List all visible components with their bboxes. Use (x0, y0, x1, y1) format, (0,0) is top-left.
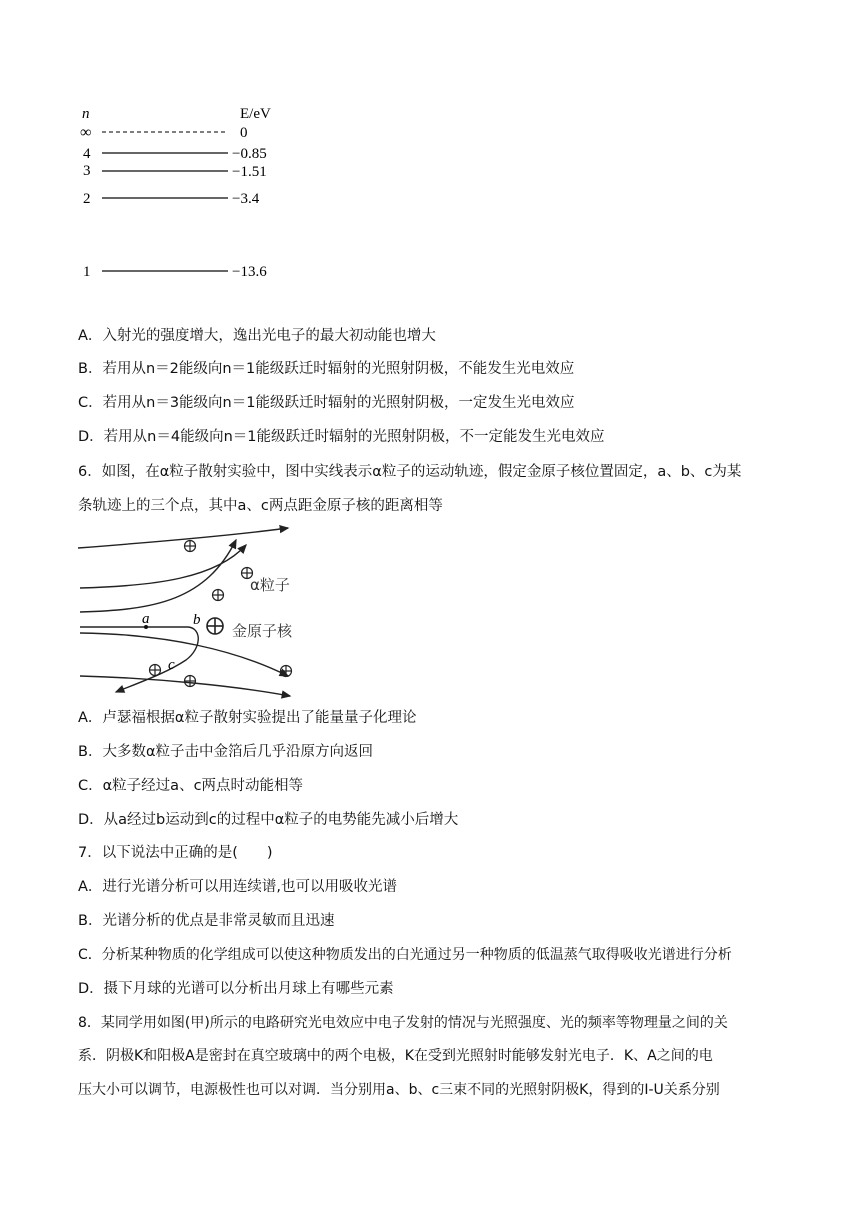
point-c-label: c (168, 657, 175, 673)
level-n-4: 4 (83, 146, 91, 162)
point-b-label: b (193, 612, 201, 628)
level-energy-3: −1.51 (232, 164, 267, 180)
q7-option-a: A．进行光谱分析可以用连续谱,也可以用吸收光谱 (78, 879, 398, 895)
level-n-1: 1 (83, 264, 91, 280)
level-energy-1: −13.6 (232, 264, 267, 280)
level-energy-4: −0.85 (232, 146, 267, 162)
level-n-2: 2 (83, 191, 91, 207)
q6-option-c: C．α粒子经过a、c两点时动能相等 (78, 778, 304, 794)
gold-nucleus-label: 金原子核 (232, 622, 293, 640)
q6-stem-line1: 6．如图，在α粒子散射实验中，图中实线表示α粒子的运动轨迹，假定金原子核位置固定，a、b、c为某 (78, 464, 742, 480)
q5-option-a: A．入射光的强度增大，逸出光电子的最大初动能也增大 (78, 328, 436, 344)
energy-axis-label: E/eV (240, 106, 271, 122)
alpha-scattering-diagram (76, 520, 316, 700)
q6-option-b: B．大多数α粒子击中金箔后几乎沿原方向返回 (78, 744, 374, 760)
q5-option-c: C．若用从n＝3能级向n＝1能级跃迁时辐射的光照射阴极，一定发生光电效应 (78, 395, 575, 411)
level-energy-infinity: 0 (240, 125, 248, 141)
q6-option-d: D．从a经过b运动到c的过程中α粒子的电势能先减小后增大 (78, 812, 459, 828)
q8-line2: 系．阴极K和阳极A是密封在真空玻璃中的两个电极，K在受到光照射时能够发射光电子．K、A之间的电 (78, 1048, 713, 1064)
energy-level-diagram (70, 98, 300, 288)
n-axis-label: n (82, 106, 90, 122)
q8-line3: 压大小可以调节，电源极性也可以对调．当分别用a、b、c三束不同的光照射阴极K，得到的I-U关系分别 (78, 1082, 720, 1098)
level-n-infinity: ∞ (80, 124, 92, 141)
q5-option-b: B．若用从n＝2能级向n＝1能级跃迁时辐射的光照射阴极，不能发生光电效应 (78, 361, 575, 377)
q5-option-d: D．若用从n＝4能级向n＝1能级跃迁时辐射的光照射阴极，不一定能发生光电效应 (78, 429, 605, 445)
q7-option-d: D．摄下月球的光谱可以分析出月球上有哪些元素 (78, 981, 394, 997)
q6-stem-line2: 条轨迹上的三个点，其中a、c两点距金原子核的距离相等 (78, 498, 443, 514)
q8-line1: 8．某同学用如图(甲)所示的电路研究光电效应中电子发射的情况与光照强度、光的频率等物理量之间的关 (78, 1015, 728, 1031)
level-n-3: 3 (83, 163, 91, 179)
point-a-label: a (142, 611, 150, 627)
alpha-particle-label: α粒子 (250, 576, 290, 594)
level-energy-2: −3.4 (232, 191, 260, 207)
q6-option-a: A．卢瑟福根据α粒子散射实验提出了能量量子化理论 (78, 710, 417, 726)
q7-stem: 7．以下说法中正确的是( ) (78, 845, 273, 861)
q7-option-c: C．分析某种物质的化学组成可以使这种物质发出的白光通过另一种物质的低温蒸气取得吸收光谱进行分析 (78, 947, 732, 963)
q7-option-b: B．光谱分析的优点是非常灵敏而且迅速 (78, 913, 335, 929)
